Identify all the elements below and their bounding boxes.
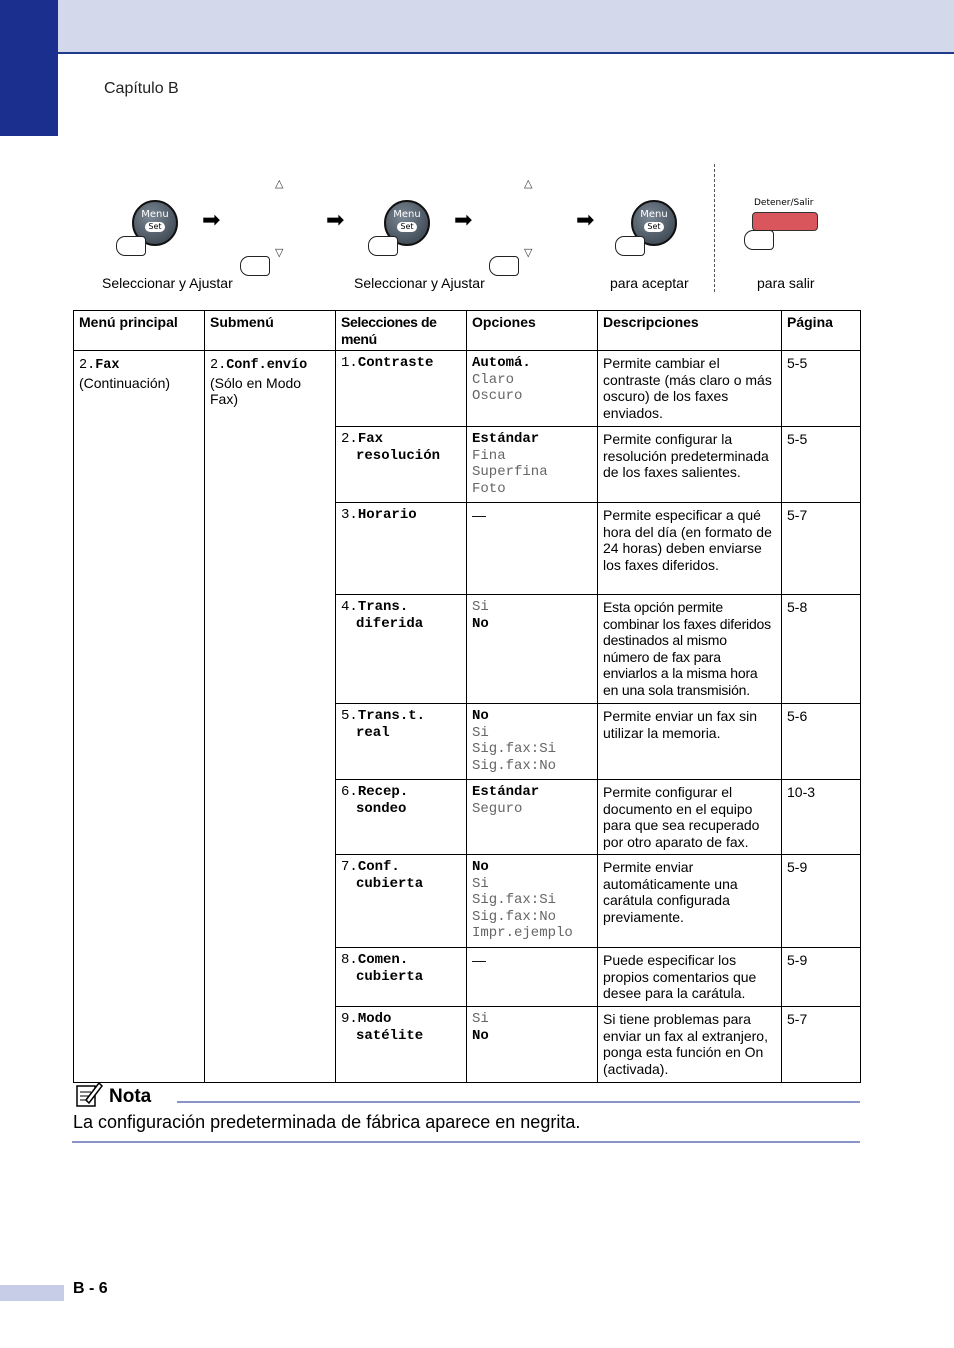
selection-cell [336, 503, 467, 595]
stop-exit-key-icon [752, 212, 818, 231]
column-header: Página [782, 311, 861, 351]
description-cell: Permite enviar un fax sin utilizar la memoria. [598, 704, 782, 780]
menu-key-text: Menu [640, 209, 668, 220]
option: Si [472, 875, 489, 892]
set-key-text: Set [644, 222, 664, 232]
note-text: La configuración predeterminada de fábrica aparece en negrita. [73, 1112, 581, 1132]
options-cell [467, 948, 598, 1007]
selection-number: 4. [341, 599, 358, 615]
submenu-number: 2. [210, 358, 227, 373]
main-menu-number: 2. [79, 358, 96, 373]
option-default: Automá. [472, 355, 531, 371]
selection-cell [336, 780, 467, 855]
finger-press-icon [116, 236, 146, 256]
page-cell: 5-7 [782, 1007, 861, 1083]
description-cell: Permite enviar automáticamente una carátula configurada previamente. [598, 855, 782, 948]
selection-name: Horario [357, 507, 417, 523]
footer-bar [0, 1285, 64, 1301]
option: Sig.fax:No [472, 908, 557, 925]
option: Oscuro [472, 388, 523, 404]
option: Impr.ejemplo [472, 925, 573, 941]
divider [714, 164, 715, 292]
next-arrow-icon: ➡ [326, 207, 345, 232]
selection-cell [336, 351, 467, 427]
stop-exit-key-label: Detener/Salir [754, 198, 814, 208]
up-arrow-key-icon: △ [524, 178, 533, 190]
selection-name: Fax resolución [356, 431, 441, 464]
page-cell: 5-5 [782, 351, 861, 427]
column-header: Opciones [467, 311, 598, 351]
top-band [58, 0, 954, 54]
main-menu-cell [74, 351, 205, 1083]
description-cell: Permite cambiar el contraste (más claro o más oscuro) de los faxes enviados. [598, 351, 782, 427]
option-default: No [472, 859, 489, 875]
column-header: Menú principal [74, 311, 205, 351]
options-cell [467, 427, 598, 503]
step-label: Seleccionar y Ajustar [354, 275, 485, 291]
option: — [472, 952, 486, 968]
menu-key-text: Menu [393, 209, 421, 220]
description-cell: Puede especificar los propios comentarios que desee para la carátula. [598, 948, 782, 1007]
next-arrow-icon: ➡ [454, 207, 473, 232]
column-header: Descripciones [598, 311, 782, 351]
option: Si [472, 724, 489, 741]
options-cell [467, 503, 598, 595]
submenu-cell [205, 351, 336, 1083]
option: Sig.fax:No [472, 757, 557, 774]
option: — [472, 507, 486, 523]
set-key-text: Set [145, 222, 165, 232]
set-key-text: Set [397, 222, 417, 232]
note-bottom-rule [72, 1141, 860, 1143]
page-cell: 5-7 [782, 503, 861, 595]
selection-name: Comen. cubierta [356, 952, 424, 985]
page-number: B - 6 [73, 1280, 108, 1297]
note-rule [177, 1101, 860, 1103]
description-cell: Esta opción permite combinar los faxes diferidos destinados al mismo número de fax para enviarlos a la misma hora en una sola transmisión. [598, 595, 782, 704]
main-menu-note: (Continuación) [79, 374, 171, 391]
menu-key-text: Menu [141, 209, 169, 220]
table-row [74, 351, 861, 427]
submenu-note: (Sólo en Modo Fax) [210, 374, 302, 407]
column-header: Submenú [205, 311, 336, 351]
finger-press-icon [744, 230, 774, 250]
selection-number: 3. [341, 507, 358, 523]
selection-number: 5. [341, 708, 358, 724]
step-label: para aceptar [610, 275, 689, 291]
options-cell [467, 780, 598, 855]
option: Si [472, 1011, 489, 1027]
selection-cell [336, 855, 467, 948]
selection-number: 8. [341, 952, 358, 968]
options-cell [467, 1007, 598, 1083]
selection-cell [336, 427, 467, 503]
option-default: Estándar [472, 784, 540, 800]
selection-name: Modo satélite [356, 1011, 424, 1044]
selection-number: 9. [341, 1011, 358, 1027]
description-cell: Permite especificar a qué hora del día (en formato de 24 horas) deben enviarse los faxes diferidos. [598, 503, 782, 595]
option: Fina [472, 447, 506, 464]
next-arrow-icon: ➡ [202, 207, 221, 232]
page-cell: 5-8 [782, 595, 861, 704]
selection-number: 7. [341, 859, 358, 875]
finger-press-icon [240, 256, 270, 276]
options-cell [467, 351, 598, 427]
selection-name: Trans.t. real [356, 708, 426, 741]
page-cell: 10-3 [782, 780, 861, 855]
main-menu-name: Fax [95, 358, 120, 373]
finger-press-icon [489, 256, 519, 276]
option-default: No [472, 708, 489, 724]
options-cell [467, 595, 598, 704]
step-label: Seleccionar y Ajustar [102, 275, 233, 291]
option-default: No [472, 615, 489, 632]
chapter-tab [0, 0, 58, 136]
selection-cell [336, 948, 467, 1007]
down-arrow-key-icon: ▽ [524, 247, 533, 259]
selection-name: Contraste [357, 355, 434, 371]
table-header-row [74, 311, 861, 351]
next-arrow-icon: ➡ [576, 207, 595, 232]
option: Seguro [472, 800, 523, 817]
submenu-name: Conf.envío [226, 358, 308, 373]
options-cell [467, 855, 598, 948]
selection-cell [336, 595, 467, 704]
finger-press-icon [615, 236, 645, 256]
option: Claro [472, 371, 515, 388]
selection-cell [336, 1007, 467, 1083]
options-cell [467, 704, 598, 780]
page-cell: 5-5 [782, 427, 861, 503]
selection-number: 6. [341, 784, 358, 800]
option-default: Estándar [472, 431, 540, 447]
selection-name: Recep. sondeo [356, 784, 409, 817]
page-cell: 5-9 [782, 855, 861, 948]
option-default: No [472, 1027, 489, 1044]
up-arrow-key-icon: △ [275, 178, 284, 190]
selection-name: Conf. cubierta [356, 859, 424, 892]
page-cell: 5-6 [782, 704, 861, 780]
selection-name: Trans. diferida [356, 599, 424, 632]
description-cell: Permite configurar la resolución predeterminada de los faxes salientes. [598, 427, 782, 503]
down-arrow-key-icon: ▽ [275, 247, 284, 259]
note-header [73, 1080, 860, 1110]
note-title: Nota [109, 1086, 152, 1107]
option: Sig.fax:Si [472, 892, 557, 908]
option: Superfina [472, 464, 548, 480]
chapter-title: Capítulo B [104, 80, 179, 97]
finger-press-icon [368, 236, 398, 256]
description-cell: Permite configurar el documento en el equipo para que sea recuperado por otro aparato de fax. [598, 780, 782, 855]
key-sequence-diagram [0, 160, 954, 300]
description-cell: Si tiene problemas para enviar un fax al extranjero, ponga esta función en On (activada). [598, 1007, 782, 1083]
menu-table [73, 310, 861, 1083]
option: Sig.fax:Si [472, 741, 557, 757]
step-label: para salir [757, 275, 815, 291]
page-cell: 5-9 [782, 948, 861, 1007]
selection-number: 2. [341, 431, 358, 447]
option: Si [472, 599, 489, 615]
option: Foto [472, 480, 506, 497]
selection-cell [336, 704, 467, 780]
note-pencil-icon [75, 1080, 103, 1108]
column-header: Selecciones de menú [336, 311, 467, 351]
selection-number: 1. [341, 355, 358, 371]
